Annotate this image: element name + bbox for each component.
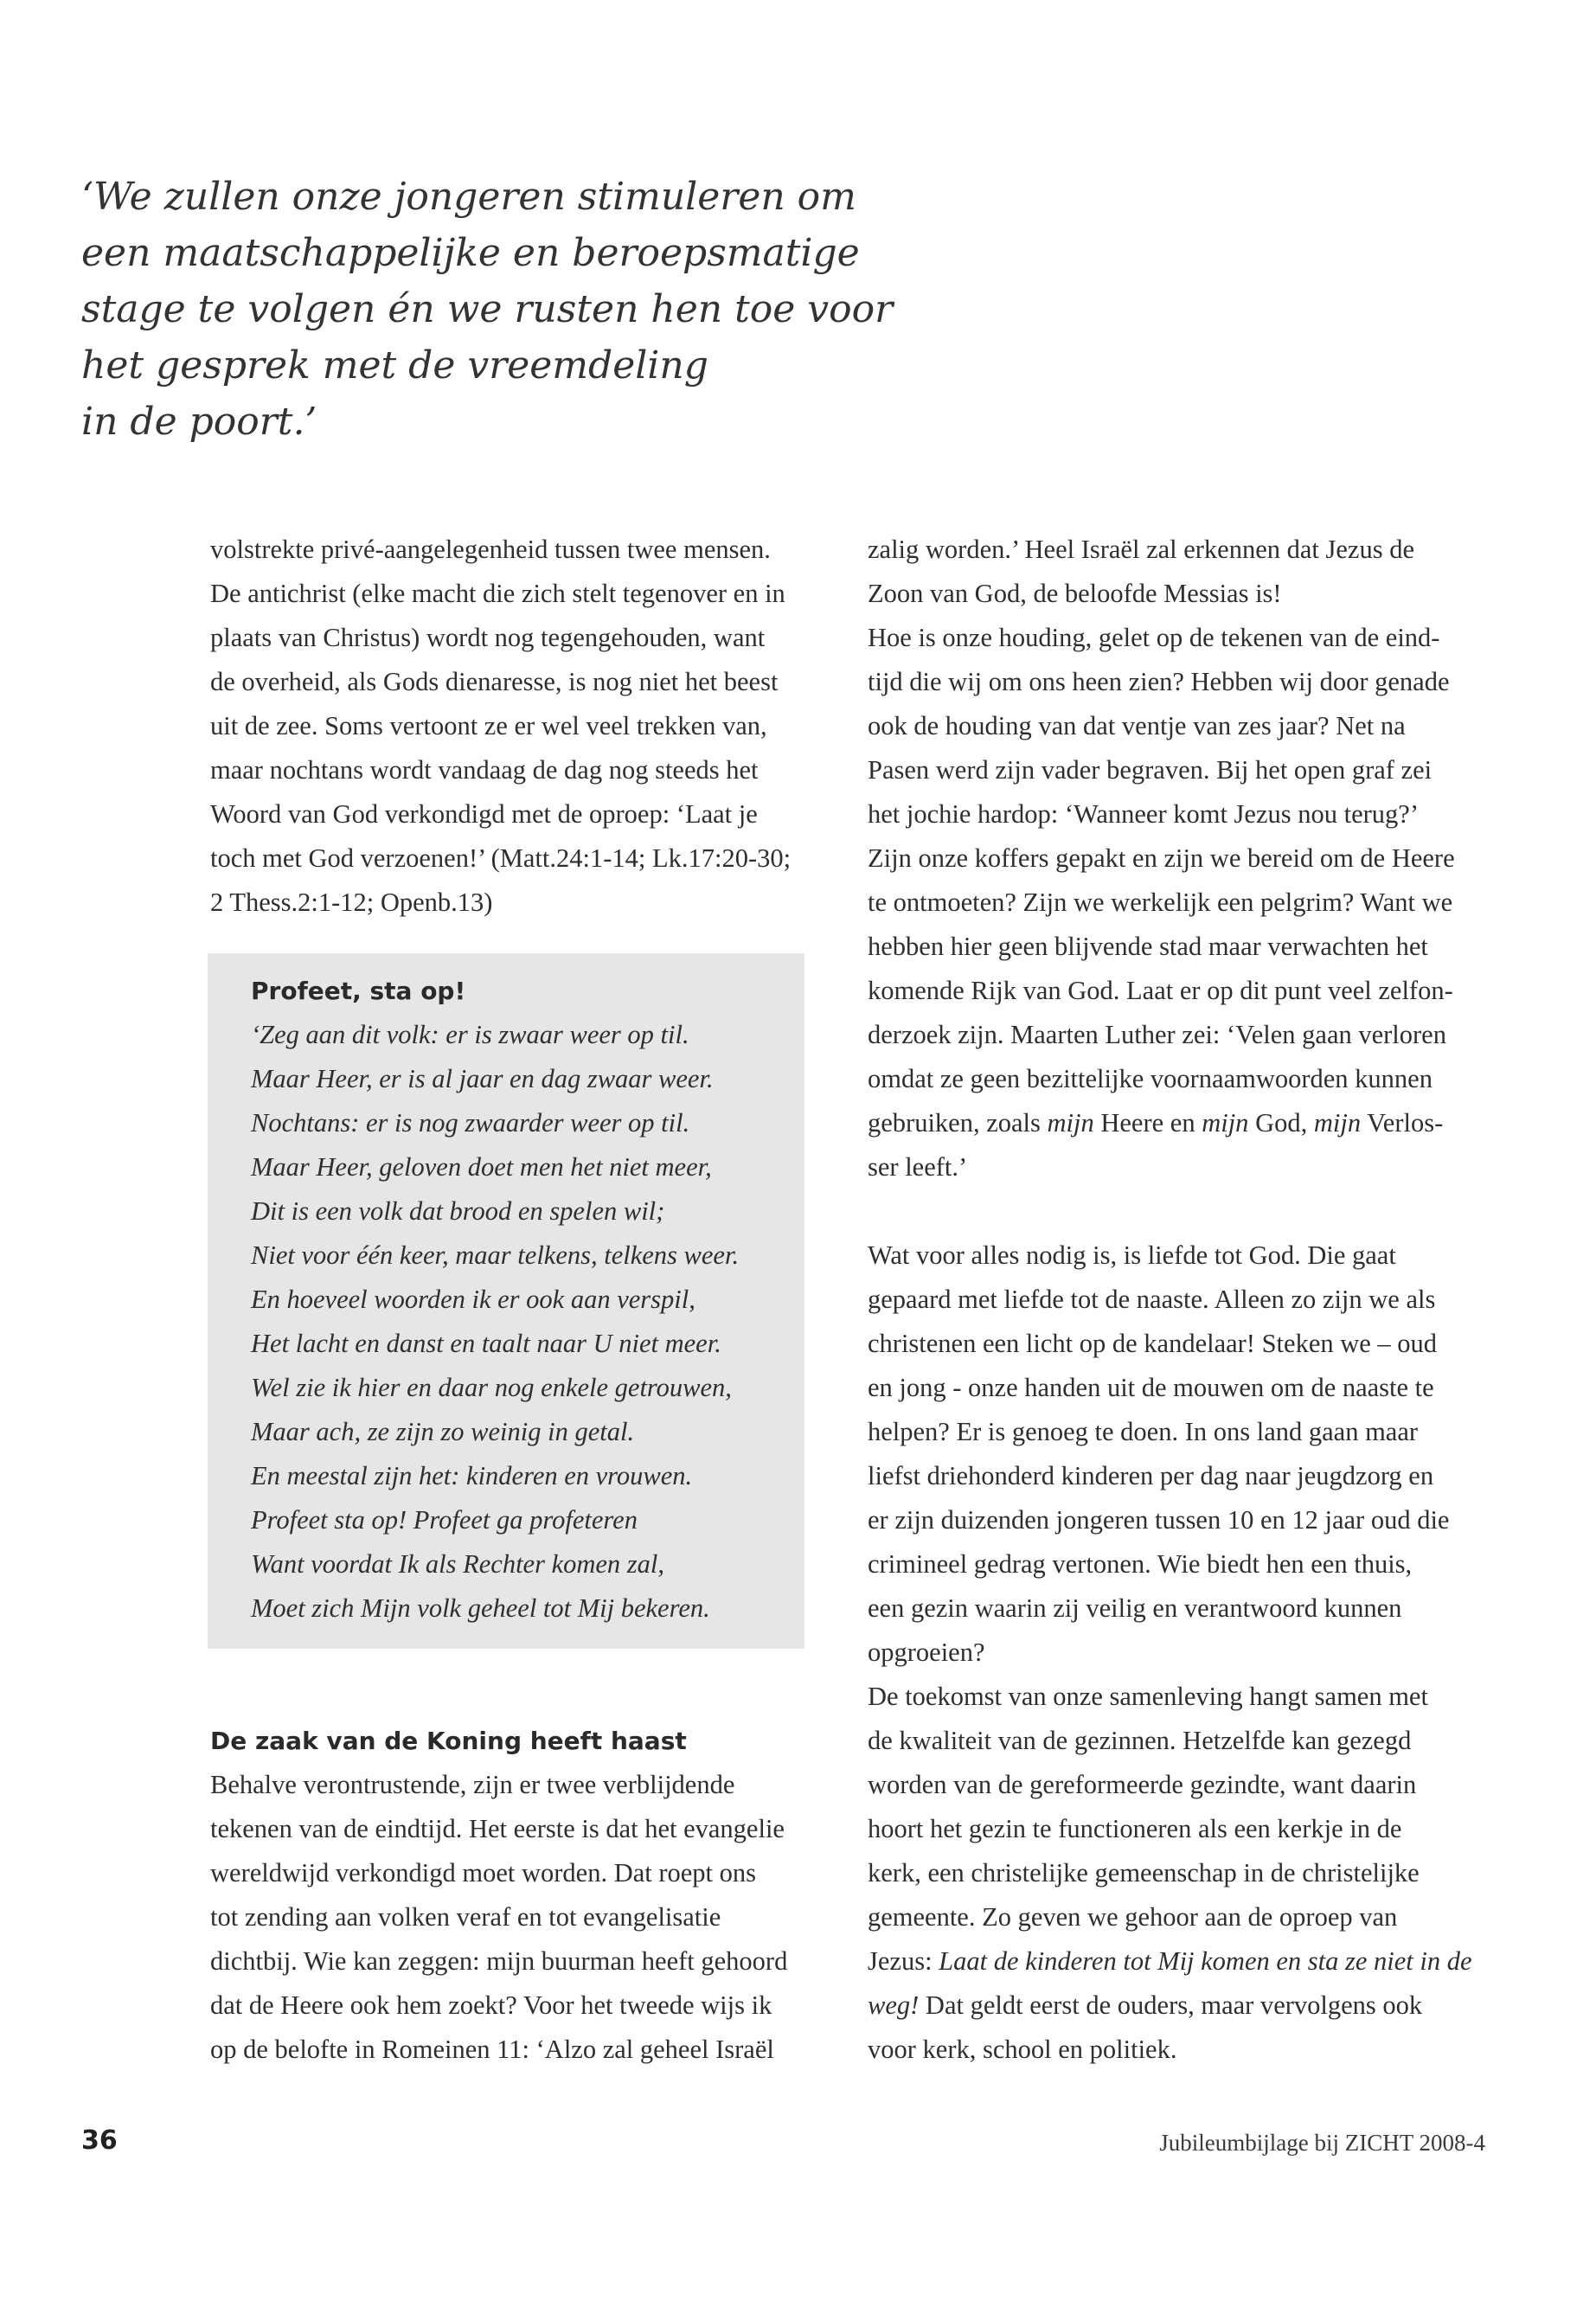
section-body: [210, 1763, 807, 2072]
poem-line: Het lacht en danst en taalt naar U niet meer.: [251, 1329, 721, 1358]
text-line: dichtbij. Wie kan zeggen: mijn buurman heeft gehoord: [210, 1946, 788, 1976]
text-line: ook de houding van dat ventje van zes jaar? Net na: [868, 711, 1406, 740]
text-line: De toekomst van onze samenleving hangt samen met: [868, 1682, 1428, 1711]
text-line: wereldwijd verkondigd moet worden. Dat roept ons: [210, 1858, 757, 1888]
text-line: en jong - onze handen uit de mouwen om de naaste te: [868, 1373, 1434, 1402]
text-line: hoort het gezin te functioneren als een kerkje in de: [868, 1814, 1402, 1843]
text-line: worden van de gereformeerde gezindte, want daarin: [868, 1770, 1417, 1799]
text-line: omdat ze geen bezittelijke voornaamwoorden kunnen: [868, 1064, 1433, 1093]
text-line: een gezin waarin zij veilig en verantwoord kunnen: [868, 1593, 1402, 1623]
text-line: [868, 1101, 1490, 1145]
pull-quote-line: in de poort.’: [81, 400, 317, 444]
text-run: Jezus:: [868, 1946, 939, 1976]
text-run: gebruiken, zoals: [868, 1108, 1048, 1138]
poem-line: Maar Heer, er is al jaar en dag zwaar weer.: [251, 1064, 714, 1093]
poem-line: Maar ach, ze zijn zo weinig in getal.: [251, 1417, 635, 1446]
text-line: ser leeft.’: [868, 1152, 968, 1182]
right-column-text: [868, 528, 1490, 2072]
text-line: tekenen van de eindtijd. Het eerste is dat het evangelie: [210, 1814, 785, 1843]
poem-body: [251, 1013, 787, 1631]
text-line: derzoek zijn. Maarten Luther zei: ‘Velen gaan verloren: [868, 1020, 1446, 1049]
text-line: op de belofte in Romeinen 11: ‘Alzo zal geheel Israël: [210, 2035, 774, 2064]
text-line: Woord van God verkondigd met de oproep: ‘Laat je: [210, 799, 758, 829]
poem-line: Wel zie ik hier en daar nog enkele getrouwen,: [251, 1373, 732, 1402]
text-line: toch met God verzoenen!’ (Matt.24:1-14; Lk.17:20-30;: [210, 843, 792, 873]
poem-line: En meestal zijn het: kinderen en vrouwen.: [251, 1461, 693, 1490]
text-line: [868, 1939, 1490, 1984]
text-line: gepaard met liefde tot de naaste. Alleen zo zijn we als: [868, 1285, 1436, 1314]
text-line: voor kerk, school en politiek.: [868, 2035, 1177, 2064]
text-line: [868, 1984, 1490, 2028]
text-line: helpen? Er is genoeg te doen. In ons land gaan maar: [868, 1417, 1419, 1446]
text-line: de overheid, als Gods dienaresse, is nog niet het beest: [210, 667, 779, 696]
poem-line: En hoeveel woorden ik er ook aan verspil,: [251, 1285, 695, 1314]
emphasis: weg!: [868, 1990, 920, 2020]
page-number: 36: [81, 2125, 118, 2156]
text-line: de kwaliteit van de gezinnen. Hetzelfde kan gezegd: [868, 1726, 1412, 1755]
text-line: komende Rijk van God. Laat er op dit punt veel zelfon-: [868, 976, 1453, 1005]
text-line: Behalve verontrustende, zijn er twee verblijdende: [210, 1770, 735, 1799]
text-line: Zijn onze koffers gepakt en zijn we bereid om de Heere: [868, 843, 1455, 873]
emphasis: Laat de kinderen tot Mij komen en sta ze niet in de: [939, 1946, 1472, 1976]
text-line: hebben hier geen blijvende stad maar verwachten het: [868, 932, 1428, 961]
text-line: 2 Thess.2:1-12; Openb.13): [210, 888, 493, 917]
poem-line: Maar Heer, geloven doet men het niet meer,: [251, 1152, 712, 1182]
pull-quote: [81, 169, 929, 450]
left-column-text: [210, 528, 807, 925]
poem-line: Moet zich Mijn volk geheel tot Mij bekeren.: [251, 1593, 710, 1623]
text-line: te ontmoeten? Zijn we werkelijk een pelgrim? Want we: [868, 888, 1453, 917]
text-line: gemeente. Zo geven we gehoor aan de oproep van: [868, 1902, 1398, 1932]
text-line: het jochie hardop: ‘Wanneer komt Jezus nou terug?’: [868, 799, 1419, 829]
text-line: volstrekte privé-aangelegenheid tussen twee mensen.: [210, 535, 771, 564]
text-line: kerk, een christelijke gemeenschap in de christelijke: [868, 1858, 1420, 1888]
text-run: Verlos-: [1361, 1108, 1444, 1138]
text-line: De antichrist (elke macht die zich stelt tegenover en in: [210, 579, 785, 608]
text-line: er zijn duizenden jongeren tussen 10 en 12 jaar oud die: [868, 1505, 1450, 1535]
emphasis: mijn: [1313, 1108, 1362, 1138]
text-line: liefst driehonderd kinderen per dag naar jeugdzorg en: [868, 1461, 1434, 1490]
text-line: tijd die wij om ons heen zien? Hebben wij door genade: [868, 667, 1450, 696]
poem-line: Profeet sta op! Profeet ga profeteren: [251, 1505, 638, 1535]
text-line: uit de zee. Soms vertoont ze er wel veel trekken van,: [210, 711, 767, 740]
text-line: tot zending aan volken veraf en tot evangelisatie: [210, 1902, 721, 1932]
pull-quote-line: het gesprek met de vreemdeling: [81, 343, 708, 388]
text-line: maar nochtans wordt vandaag de dag nog steeds het: [210, 755, 759, 785]
poem-line: Niet voor één keer, maar telkens, telkens weer.: [251, 1240, 740, 1270]
text-run: God,: [1248, 1108, 1314, 1138]
poem-line: ‘Zeg aan dit volk: er is zwaar weer op til.: [251, 1020, 689, 1049]
text-line: opgroeien?: [868, 1638, 985, 1667]
paragraph-gap: [868, 1189, 1490, 1234]
text-line: zalig worden.’ Heel Israël zal erkennen dat Jezus de: [868, 535, 1414, 564]
pull-quote-line: ‘We zullen onze jongeren stimuleren om: [81, 175, 856, 219]
text-line: Pasen werd zijn vader begraven. Bij het open graf zei: [868, 755, 1433, 785]
text-line: Wat voor alles nodig is, is liefde tot God. Die gaat: [868, 1240, 1396, 1270]
text-run: Dat geldt eerst de ouders, maar vervolgens ook: [919, 1990, 1423, 2020]
text-line: crimineel gedrag vertonen. Wie biedt hen een thuis,: [868, 1549, 1413, 1579]
emphasis: mijn: [1202, 1108, 1249, 1138]
poem-title: Profeet, sta op!: [251, 977, 466, 1005]
text-line: dat de Heere ook hem zoekt? Voor het tweede wijs ik: [210, 1990, 772, 2020]
text-run: Heere en: [1093, 1108, 1202, 1138]
publication-footer: Jubileumbijlage bij ZICHT 2008-4: [1159, 2130, 1485, 2156]
text-line: christenen een licht op de kandelaar! Steken we – oud: [868, 1329, 1438, 1358]
text-line: Zoon van God, de beloofde Messias is!: [868, 579, 1282, 608]
emphasis: mijn: [1047, 1108, 1094, 1138]
pull-quote-line: stage te volgen én we rusten hen toe voor: [81, 287, 894, 331]
pull-quote-line: een maatschappelijke en beroepsmatige: [81, 231, 860, 275]
text-line: Hoe is onze houding, gelet op de tekenen van de eind-: [868, 623, 1440, 652]
poem-line: Want voordat Ik als Rechter komen zal,: [251, 1549, 665, 1579]
section-heading: De zaak van de Koning heeft haast: [210, 1727, 687, 1755]
poem-line: Dit is een volk dat brood en spelen wil;: [251, 1196, 665, 1226]
poem-line: Nochtans: er is nog zwaarder weer op til.: [251, 1108, 690, 1138]
text-line: plaats van Christus) wordt nog tegengehouden, want: [210, 623, 766, 652]
